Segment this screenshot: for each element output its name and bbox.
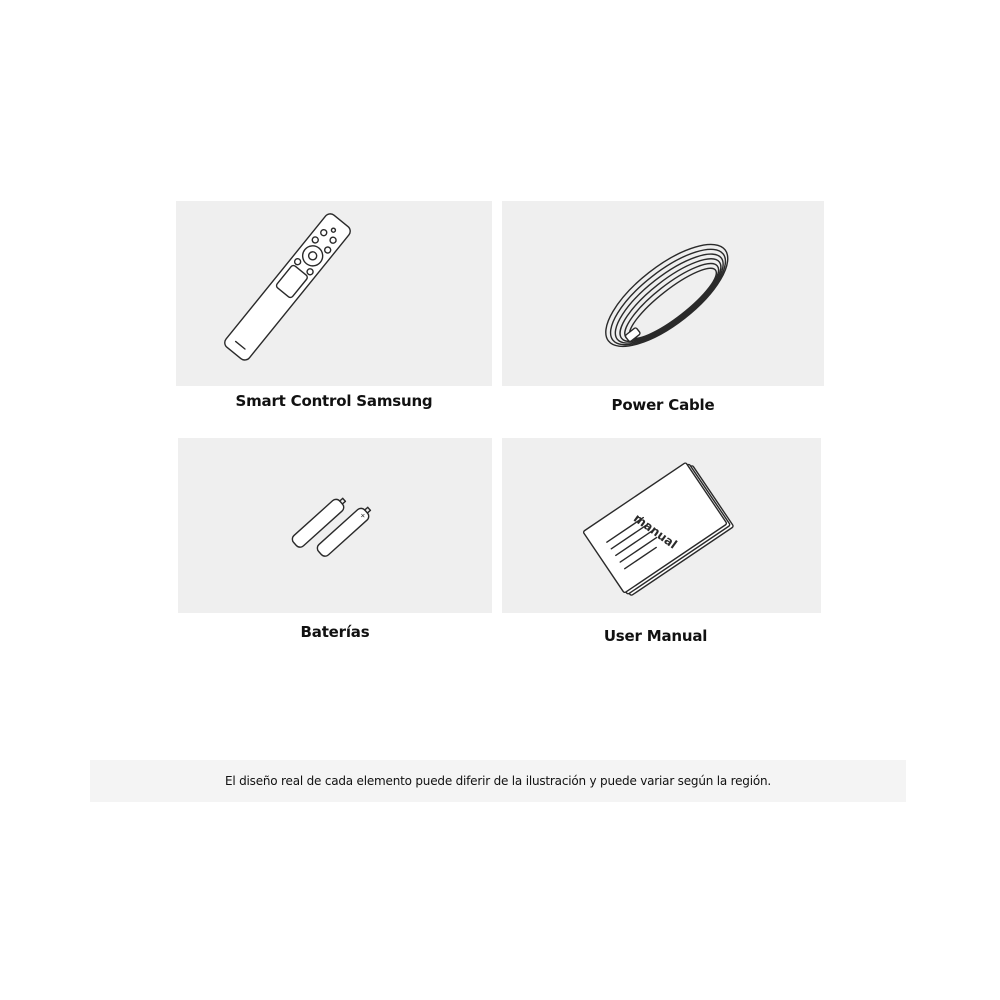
svg-text:+: + xyxy=(358,510,368,521)
item-label-cable: Power Cable xyxy=(611,396,715,414)
item-tile-cable xyxy=(502,201,824,386)
batteries-icon xyxy=(178,438,492,613)
item-label-batteries: Baterías xyxy=(300,623,370,641)
item-label-manual: User Manual xyxy=(603,627,708,645)
manual-cover-text: manual xyxy=(631,510,680,552)
item-label-remote: Smart Control Samsung xyxy=(235,392,433,410)
item-tile-remote xyxy=(176,201,492,386)
power-cable-icon xyxy=(502,201,824,386)
remote-control-icon xyxy=(176,201,492,386)
item-tile-manual xyxy=(502,438,821,613)
manual-booklet-icon xyxy=(502,438,821,613)
disclaimer-note: El diseño real de cada elemento puede diferir de la ilustración y puede variar según la región. xyxy=(90,760,906,802)
item-tile-batteries xyxy=(178,438,492,613)
